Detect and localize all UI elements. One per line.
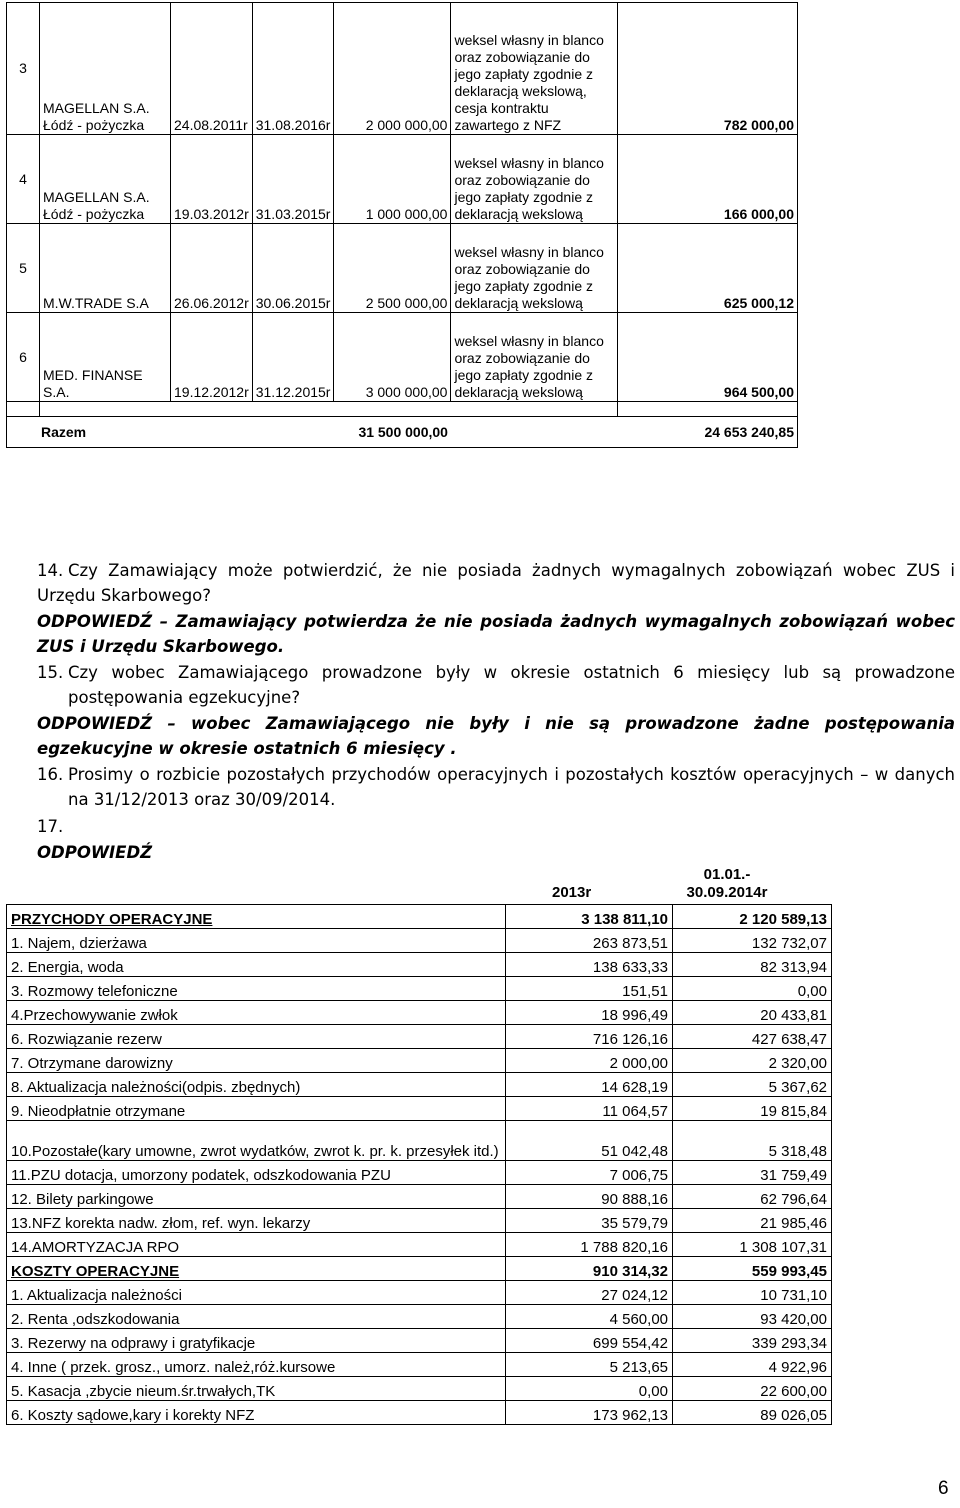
- finance-value-2014: 20 433,81: [673, 1001, 832, 1025]
- answer-15: [37, 711, 955, 761]
- loan-lender: [40, 3, 171, 135]
- loan-number: 6: [7, 313, 40, 402]
- finance-row-label: 2. Energia, woda: [7, 953, 506, 977]
- loan-security: weksel własny in blanco oraz zobowiązanie do jego zapłaty zgodnie z deklaracją wekslową, cesja kontraktu zawartego z NFZ: [451, 3, 618, 135]
- loan-date-from: 24.08.2011r: [171, 3, 253, 135]
- finance-row-label: 1. Najem, dzierżawa: [7, 929, 506, 953]
- finance-value-2014: 0,00: [673, 977, 832, 1001]
- finance-value-2013: 27 024,12: [506, 1281, 673, 1305]
- finance-value-2013: 151,51: [506, 977, 673, 1001]
- loans-total-row: [7, 417, 798, 448]
- finance-value-2013: 716 126,16: [506, 1025, 673, 1049]
- finance-value-2014: 10 731,10: [673, 1281, 832, 1305]
- loan-date-to: 31.08.2016r: [252, 3, 334, 135]
- answer-14: [37, 609, 955, 659]
- finance-section-title: KOSZTY OPERACYJNE: [11, 1263, 180, 1280]
- loan-amount: 1 000 000,00: [334, 135, 451, 224]
- finance-value-2013: 0,00: [506, 1377, 673, 1401]
- finance-row: [7, 1329, 832, 1353]
- finance-row-label: 4. Inne ( przek. grosz., umorz. należ,róż.kursowe: [7, 1353, 506, 1377]
- question-14-number: 14.: [37, 561, 64, 580]
- finance-value-2014: 2 120 589,13: [673, 905, 832, 929]
- finance-row-label: 2. Renta ,odszkodowania: [7, 1305, 506, 1329]
- finance-row-label: 9. Nieodpłatnie otrzymane: [7, 1097, 506, 1121]
- finance-row-label: 6. Rozwiązanie rezerw: [7, 1025, 506, 1049]
- loans-total-amount: 31 500 000,00: [334, 417, 451, 448]
- finance-value-2013: 90 888,16: [506, 1185, 673, 1209]
- question-17-number: 17.: [37, 817, 64, 836]
- question-15: [37, 660, 955, 710]
- finance-value-2014: 559 993,45: [673, 1257, 832, 1281]
- finance-value-2013: 3 138 811,10: [506, 905, 673, 929]
- question-15-text: Czy wobec Zamawiającego prowadzone były w okresie ostatnich 6 miesięcy lub są prowadzone postępowania egzekucyjne?: [68, 663, 955, 707]
- page-number: 6: [938, 1478, 949, 1499]
- finance-value-2014: 93 420,00: [673, 1305, 832, 1329]
- loan-security: weksel własny in blanco oraz zobowiązanie do jego zapłaty zgodnie z deklaracją wekslową: [451, 135, 618, 224]
- finance-row-label: 14.AMORTYZACJA RPO: [7, 1233, 506, 1257]
- finance-row-label: [7, 1257, 506, 1281]
- finance-value-2013: 51 042,48: [506, 1121, 673, 1161]
- loans-total-label: Razem: [7, 417, 171, 448]
- finance-row-label: [7, 905, 506, 929]
- finance-value-2014: 82 313,94: [673, 953, 832, 977]
- finance-section-title: PRZYCHODY OPERACYJNE: [11, 911, 213, 928]
- finance-row-label: 1. Aktualizacja należności: [7, 1281, 506, 1305]
- loan-number: 4: [7, 135, 40, 224]
- finance-row: [7, 929, 832, 953]
- loan-date-to: 30.06.2015r: [252, 224, 334, 313]
- finance-section-row: [7, 1257, 832, 1281]
- finance-row: [7, 1001, 832, 1025]
- finance-value-2013: 910 314,32: [506, 1257, 673, 1281]
- question-16-number: 16.: [37, 765, 64, 784]
- loan-remaining: 166 000,00: [618, 135, 798, 224]
- finance-value-2013: 35 579,79: [506, 1209, 673, 1233]
- finance-row: [7, 1025, 832, 1049]
- finance-row-label: 4.Przechowywanie zwłok: [7, 1001, 506, 1025]
- finance-row: [7, 1049, 832, 1073]
- finance-value-2013: 263 873,51: [506, 929, 673, 953]
- finance-value-2013: 1 788 820,16: [506, 1233, 673, 1257]
- finance-value-2013: 7 006,75: [506, 1161, 673, 1185]
- finance-row: [7, 1353, 832, 1377]
- finance-value-2013: 138 633,33: [506, 953, 673, 977]
- question-16-text: Prosimy o rozbicie pozostałych przychodów operacyjnych i pozostałych kosztów operacyjnych – w danych na 31/12/2013 oraz 30/09/2014.: [68, 765, 955, 809]
- finance-row: [7, 1121, 832, 1161]
- loan-lender: [40, 224, 171, 313]
- finance-row-label: 12. Bilety parkingowe: [7, 1185, 506, 1209]
- loan-date-to: 31.03.2015r: [252, 135, 334, 224]
- loan-amount: 2 500 000,00: [334, 224, 451, 313]
- finance-row: [7, 1209, 832, 1233]
- finance-value-2014: 427 638,47: [673, 1025, 832, 1049]
- answer-14-text: ODPOWIEDŹ – Zamawiający potwierdza że nie posiada żadnych wymagalnych zobowiązań wobec ZUS i Urzędu Skarbowego.: [37, 612, 955, 656]
- finance-section-row: [7, 905, 832, 929]
- finance-row: [7, 977, 832, 1001]
- finance-row-label: 3. Rozmowy telefoniczne: [7, 977, 506, 1001]
- loan-lender-line2: Łódź - pożyczka: [43, 117, 145, 133]
- answer-17: [37, 840, 955, 865]
- column-header-2014: [678, 866, 776, 902]
- answer-15-text: ODPOWIEDŹ – wobec Zamawiającego nie były i nie są prowadzone żadne postępowania egzekucyjne w okresie ostatnich 6 miesięcy .: [37, 714, 955, 758]
- question-17: [37, 814, 955, 839]
- loan-lender-line2: S.A.: [43, 384, 70, 400]
- loan-remaining: 625 000,12: [618, 224, 798, 313]
- loan-row: [7, 3, 798, 135]
- question-15-number: 15.: [37, 663, 64, 682]
- loans-table: [6, 2, 798, 448]
- finance-value-2013: 699 554,42: [506, 1329, 673, 1353]
- finance-value-2013: 2 000,00: [506, 1049, 673, 1073]
- finance-row: [7, 953, 832, 977]
- loan-amount: 3 000 000,00: [334, 313, 451, 402]
- finance-row-label: 6. Koszty sądowe,kary i korekty NFZ: [7, 1401, 506, 1425]
- finance-value-2013: 4 560,00: [506, 1305, 673, 1329]
- finance-value-2013: 5 213,65: [506, 1353, 673, 1377]
- finance-row: [7, 1305, 832, 1329]
- loan-amount: 2 000 000,00: [334, 3, 451, 135]
- loan-remaining: 782 000,00: [618, 3, 798, 135]
- finance-row-label: 11.PZU dotacja, umorzony podatek, odszkodowania PZU: [7, 1161, 506, 1185]
- finance-row-label: 8. Aktualizacja należności(odpis. zbędnych): [7, 1073, 506, 1097]
- loan-row: [7, 135, 798, 224]
- finance-row: [7, 1073, 832, 1097]
- finance-value-2014: 31 759,49: [673, 1161, 832, 1185]
- loan-number: 5: [7, 224, 40, 313]
- finance-row-label: 3. Rezerwy na odprawy i gratyfikacje: [7, 1329, 506, 1353]
- finance-value-2014: 4 922,96: [673, 1353, 832, 1377]
- loan-remaining: 964 500,00: [618, 313, 798, 402]
- loan-date-to: 31.12.2015r: [252, 313, 334, 402]
- question-14: [37, 558, 955, 608]
- finance-row: [7, 1377, 832, 1401]
- finance-value-2014: 5 367,62: [673, 1073, 832, 1097]
- loan-date-from: 26.06.2012r: [171, 224, 253, 313]
- finance-value-2014: 339 293,34: [673, 1329, 832, 1353]
- answer-17-text: ODPOWIEDŹ: [37, 843, 153, 862]
- finance-value-2014: 89 026,05: [673, 1401, 832, 1425]
- loan-lender: [40, 313, 171, 402]
- operating-income-costs-table: [6, 904, 832, 1425]
- loan-row: [7, 224, 798, 313]
- loan-number: 3: [7, 3, 40, 135]
- loan-lender-line2: Łódź - pożyczka: [43, 206, 145, 222]
- finance-row-label: 13.NFZ korekta nadw. złom, ref. wyn. lekarzy: [7, 1209, 506, 1233]
- loan-date-from: 19.12.2012r: [171, 313, 253, 402]
- finance-row: [7, 1281, 832, 1305]
- finance-value-2014: 21 985,46: [673, 1209, 832, 1233]
- finance-row-label: 5. Kasacja ,zbycie nieum.śr.trwałych,TK: [7, 1377, 506, 1401]
- finance-value-2013: 18 996,49: [506, 1001, 673, 1025]
- finance-value-2013: 173 962,13: [506, 1401, 673, 1425]
- finance-row-label: 10.Pozostałe(kary umowne, zwrot wydatków, zwrot k. pr. k. przesyłek itd.): [7, 1121, 506, 1161]
- finance-row: [7, 1401, 832, 1425]
- finance-value-2014: 62 796,64: [673, 1185, 832, 1209]
- finance-value-2014: 19 815,84: [673, 1097, 832, 1121]
- finance-row: [7, 1097, 832, 1121]
- loan-date-from: 19.03.2012r: [171, 135, 253, 224]
- loan-lender: [40, 135, 171, 224]
- finance-row-label: 7. Otrzymane darowizny: [7, 1049, 506, 1073]
- column-header-2013: 2013r: [552, 884, 592, 901]
- loan-security: weksel własny in blanco oraz zobowiązanie do jego zapłaty zgodnie z deklaracją wekslową: [451, 313, 618, 402]
- finance-value-2013: 11 064,57: [506, 1097, 673, 1121]
- finance-value-2014: 1 308 107,31: [673, 1233, 832, 1257]
- column-header-2014-line2: 30.09.2014r: [686, 884, 768, 901]
- finance-value-2013: 14 628,19: [506, 1073, 673, 1097]
- question-16: [37, 762, 955, 812]
- finance-value-2014: 22 600,00: [673, 1377, 832, 1401]
- question-14-text: Czy Zamawiający może potwierdzić, że nie posiada żadnych wymagalnych zobowiązań wobec ZUS i Urzędu Skarbowego?: [37, 561, 955, 605]
- finance-value-2014: 132 732,07: [673, 929, 832, 953]
- finance-row: [7, 1185, 832, 1209]
- finance-row: [7, 1233, 832, 1257]
- loan-lender-line1: MED. FINANSE: [43, 367, 143, 383]
- loans-total-remaining: 24 653 240,85: [618, 417, 798, 448]
- loan-row: [7, 313, 798, 402]
- loan-security: weksel własny in blanco oraz zobowiązanie do jego zapłaty zgodnie z deklaracją wekslową: [451, 224, 618, 313]
- finance-value-2014: 2 320,00: [673, 1049, 832, 1073]
- loan-lender-line1: MAGELLAN S.A.: [43, 100, 150, 116]
- column-header-2014-line1: 01.01.-: [703, 866, 751, 883]
- loan-lender-line1: M.W.TRADE S.A: [43, 295, 149, 311]
- finance-value-2014: 5 318,48: [673, 1121, 832, 1161]
- loan-lender-line1: MAGELLAN S.A.: [43, 189, 150, 205]
- finance-row: [7, 1161, 832, 1185]
